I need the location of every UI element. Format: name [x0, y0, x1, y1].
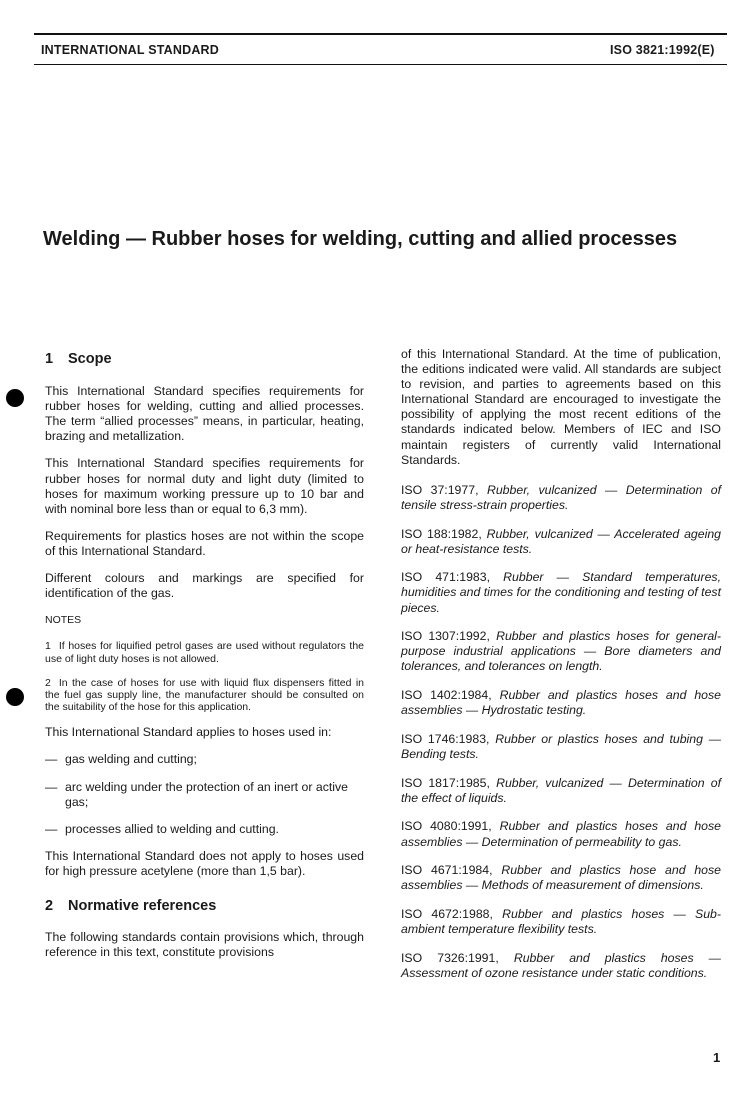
reference-code: ISO 7326:1991,: [401, 950, 499, 965]
change-marker-bullet: [6, 389, 24, 407]
reference-item: [401, 527, 721, 557]
left-column: [45, 346, 364, 972]
reference-title: Rubber and plastics hoses and hose assemblies — Determination of permeability to gas.: [401, 819, 721, 849]
reference-item: [401, 688, 721, 718]
reference-title: Rubber or plastics hoses and tubing — Bending tests.: [401, 731, 721, 761]
section-title: Scope: [68, 351, 112, 367]
list-item-text: gas welding and cutting;: [65, 752, 197, 767]
reference-item: [401, 570, 721, 615]
paragraph: This International Standard specifies requirements for rubber hoses for normal duty and light duty (limited to hoses for maximum working pressure up to 10 bar and with nominal bore less than or equal to 6,3 mm).: [45, 456, 364, 516]
reference-title: Rubber and plastics hoses and hose assemblies — Hydrostatic testing.: [401, 688, 721, 718]
reference-code: ISO 1307:1992,: [401, 629, 490, 644]
reference-title: Rubber and plastics hoses — Assessment of ozone resistance under static conditions.: [401, 950, 721, 980]
paragraph: This International Standard applies to hoses used in:: [45, 725, 332, 740]
reference-code: ISO 37:1977,: [401, 482, 479, 497]
section-heading-normative-references: [45, 899, 364, 914]
section-title: Normative references: [68, 897, 217, 914]
section-heading-scope: [45, 352, 364, 367]
note-number: 1: [45, 640, 51, 653]
reference-item: [401, 951, 721, 981]
paragraph: of this International Standard. At the time of publication, the editions indicated were valid. All standards are subject to revision, and parties to agreements based on this International Standard are encouraged to investigate the possibility of applying the most recent editions of the standards indicated below. Members of IEC and ISO maintain registers of currently valid International Standards.: [401, 347, 721, 467]
reference-item: [401, 907, 721, 937]
page-title: Welding — Rubber hoses for welding, cutting and allied processes: [43, 228, 678, 250]
paragraph: Different colours and markings are specified for identification of the gas.: [45, 571, 364, 601]
header-bottom-rule: [34, 64, 727, 65]
reference-title: Rubber and plastics hoses — Sub-ambient temperature flexibility tests.: [401, 906, 721, 937]
list-item-text: processes allied to welding and cutting.: [65, 821, 279, 836]
change-marker-bullet: [6, 688, 24, 706]
reference-title: Rubber, vulcanized — Determination of tensile stress-strain properties.: [401, 482, 721, 512]
reference-title: Rubber — Standard temperatures, humidities and times for the conditioning and testing of test pieces.: [401, 570, 721, 615]
note-text: In the case of hoses for use with liquid flux dispensers fitted in the fuel gas supply line, the manufacturer should be consulted on the suitability of the hose for this application.: [45, 676, 364, 714]
paragraph: Requirements for plastics hoses are not within the scope of this International Standard.: [45, 528, 364, 558]
note-text: If hoses for liquified petrol gases are used without regulators the use of light duty hoses is not allowed.: [45, 640, 364, 665]
page-number: 1: [713, 1050, 721, 1065]
reference-item: [401, 732, 721, 762]
reference-item: [401, 776, 721, 806]
reference-item: [401, 863, 721, 893]
reference-item: [401, 483, 721, 513]
reference-item: [401, 819, 721, 849]
reference-code: ISO 4671:1984,: [401, 863, 493, 878]
header-top-rule: [34, 33, 727, 35]
note: [45, 677, 364, 714]
header-label: INTERNATIONAL STANDARD: [41, 43, 220, 57]
list-item: — arc welding under the protection of an inert or active gas;: [45, 780, 364, 810]
note-number: 2: [45, 676, 51, 689]
section-number: 2: [45, 897, 54, 914]
right-column: [401, 347, 721, 995]
reference-title: Rubber, vulcanized — Accelerated ageing or heat-resistance tests.: [401, 526, 721, 556]
paragraph: This International Standard specifies requirements for rubber hoses for welding, cutting and allied processes. The term “allied processes” means, in particular, heating, brazing and metallization.: [45, 384, 364, 444]
reference-code: ISO 4080:1991,: [401, 819, 492, 834]
reference-item: [401, 629, 721, 674]
reference-list: [401, 483, 721, 981]
reference-title: Rubber and plastics hose and hose assemblies — Methods of measurement of dimensions.: [401, 863, 721, 893]
reference-code: ISO 471:1983,: [401, 570, 491, 585]
reference-code: ISO 188:1982,: [401, 526, 482, 541]
reference-title: Rubber, vulcanized — Determination of the effect of liquids.: [401, 775, 721, 805]
notes-label: NOTES: [45, 614, 82, 627]
list-item: — processes allied to welding and cutting.: [45, 822, 364, 837]
reference-code: ISO 1817:1985,: [401, 775, 490, 790]
paragraph: This International Standard does not apply to hoses used for high pressure acetylene (more than 1,5 bar).: [45, 848, 364, 878]
section-number: 1: [45, 351, 54, 367]
document-number: ISO 3821:1992(E): [610, 43, 715, 57]
reference-code: ISO 1746:1983,: [401, 731, 490, 746]
list-item: — gas welding and cutting;: [45, 752, 364, 767]
list-item-text: arc welding under the protection of an inert or active gas;: [65, 779, 348, 809]
reference-code: ISO 1402:1984,: [401, 688, 492, 703]
note: [45, 640, 364, 664]
reference-code: ISO 4672:1988,: [401, 906, 493, 921]
paragraph: The following standards contain provisions which, through reference in this text, constitute provisions: [45, 930, 364, 960]
reference-title: Rubber and plastics hoses for general-purpose industrial applications — Bore diameters and tolerances, and tolerances on length.: [401, 629, 721, 674]
